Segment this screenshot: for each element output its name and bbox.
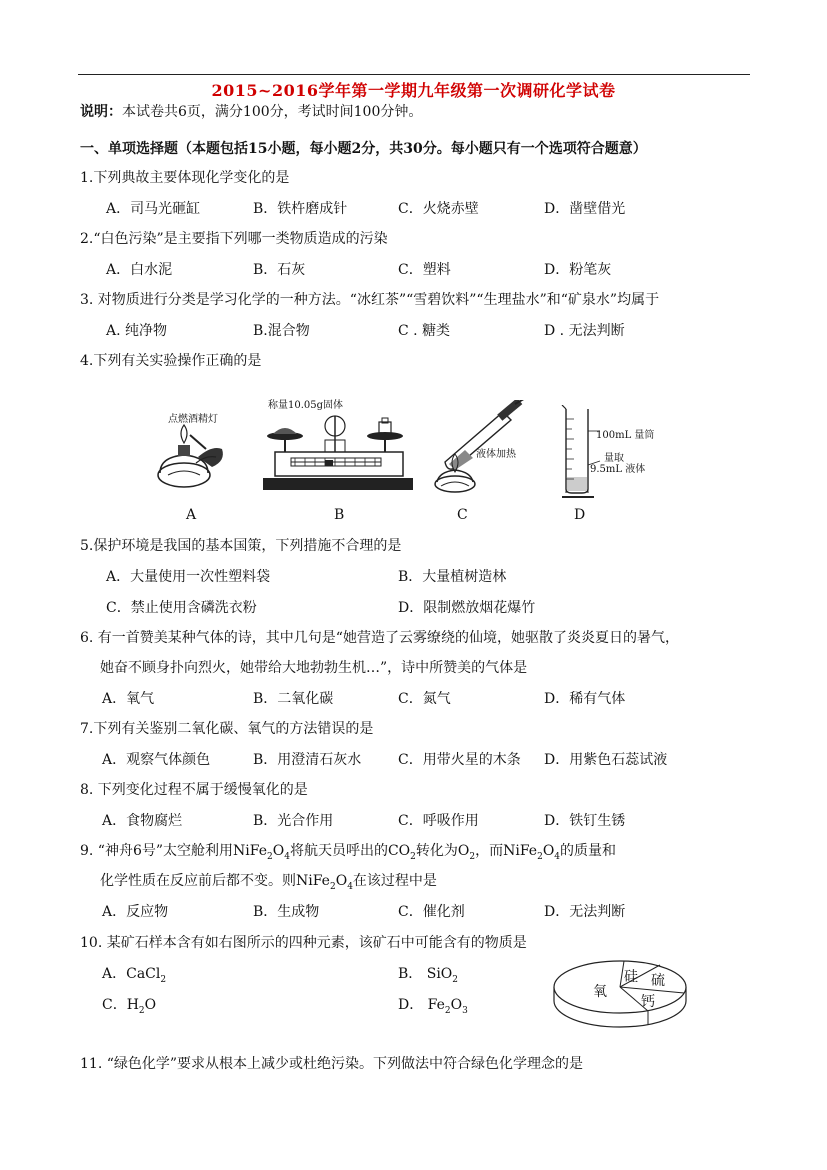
q9-stem-line2 (100, 870, 437, 892)
q9-text-2: O (272, 843, 285, 859)
q9-text-6: O (542, 843, 555, 859)
instructions-text: 本试卷共6页，满分100分，考试时间100分钟。 (122, 104, 423, 120)
q6-option-a: A．氧气 (102, 691, 155, 707)
q6-option-b: B．二氧化碳 (253, 691, 334, 707)
fig-b-caption: 称量10.05g固体 (268, 400, 344, 411)
q7-option-a: A．观察气体颜色 (102, 752, 211, 768)
q3-option-d: D . 无法判断 (544, 323, 625, 339)
q9-text-8: 化学性质在反应前后都不变。则NiFe (100, 873, 330, 889)
q9-option-a: A．反应物 (102, 904, 169, 920)
q10-option-b-sub: 2 (452, 974, 459, 985)
q10-option-a-sub: 2 (160, 974, 167, 985)
q5-option-c: C．禁止使用含磷洗衣粉 (106, 600, 257, 616)
pie-label-silicon: 硅 (624, 969, 638, 985)
q3-option-b: B.混合物 (253, 323, 310, 339)
q10-option-d-sub-1: 2 (444, 1005, 451, 1016)
fig-letter-c: C (457, 507, 468, 523)
q9-sub-2: 4 (284, 851, 290, 862)
q2-option-d: D．粉笔灰 (544, 262, 612, 278)
q9-text-7: 的质量和 (560, 843, 617, 859)
q10-option-d-text: D． Fe (398, 997, 445, 1013)
q3-option-c: C . 糖类 (398, 323, 451, 339)
q6-option-c: C．氮气 (398, 691, 451, 707)
pie-label-sulfur: 硫 (651, 973, 665, 989)
q5-stem: 5.保护环境是我国的基本国策，下列措施不合理的是 (80, 538, 402, 554)
q9-sub-6: 4 (554, 851, 561, 862)
q10-option-b-text: B． SiO (398, 966, 453, 982)
q1-option-b: B．铁杵磨成针 (253, 201, 348, 217)
q4-stem: 4.下列有关实验操作正确的是 (80, 353, 262, 369)
q10-option-a-text: A．CaCl (102, 966, 161, 982)
q8-option-d: D．铁钉生锈 (544, 813, 626, 829)
q7-option-b: B．用澄清石灰水 (253, 752, 362, 768)
q2-option-c: C．塑料 (398, 262, 451, 278)
q9-sub-1: 2 (267, 851, 273, 862)
q9-sub-7: 2 (329, 881, 336, 892)
q10-option-c (102, 994, 156, 1016)
q5-option-b: B．大量植树造林 (398, 569, 507, 585)
q9-text-4: 转化为O (415, 843, 470, 859)
q8-stem: 8. 下列变化过程不属于缓慢氧化的是 (80, 782, 308, 798)
q1-option-c: C．火烧赤壁 (398, 201, 479, 217)
q9-option-b: B．生成物 (253, 904, 320, 920)
q7-option-c: C．用带火星的木条 (398, 752, 521, 768)
q10-option-c-text: C．H (102, 997, 139, 1013)
q9-text-5: ，而NiFe (475, 843, 538, 859)
q2-option-a: A．白水泥 (106, 262, 173, 278)
instructions-label: 说明： (80, 104, 122, 120)
q10-option-c-text-2: O (144, 997, 157, 1013)
q7-option-d: D．用紫色石蕊试液 (544, 752, 668, 768)
q10-option-b (398, 963, 458, 985)
q9-text-1: 9. “神舟6号”太空舱利用NiFe (80, 843, 267, 859)
q3-option-a: A. 纯净物 (106, 323, 168, 339)
q9-text-10: 在该过程中是 (352, 873, 437, 889)
q8-option-a: A．食物腐烂 (102, 813, 183, 829)
fig-d-caption-2: 量取 (604, 453, 624, 464)
q9-option-d: D．无法判断 (544, 904, 626, 920)
q10-option-d-sub-2: 3 (462, 1005, 468, 1016)
balance-weighing-figure (255, 400, 415, 495)
q9-stem-line1 (80, 840, 616, 862)
q1-option-a: A．司马光砸缸 (106, 201, 201, 217)
element-pie-figure (550, 955, 690, 1035)
q9-sub-3: 2 (410, 851, 416, 862)
q5-option-a: A．大量使用一次性塑料袋 (106, 569, 271, 585)
q10-stem: 10. 某矿石样本含有如右图所示的四种元素，该矿石中可能含有的物质是 (80, 935, 527, 951)
q6-option-d: D．稀有气体 (544, 691, 626, 707)
q5-option-d: D．限制燃放烟花爆竹 (398, 600, 536, 616)
q10-option-a (102, 963, 166, 985)
fig-letter-b: B (334, 507, 345, 523)
q1-option-d: D．凿壁借光 (544, 201, 626, 217)
q9-text-9: O (335, 873, 348, 889)
q9-sub-8: 4 (347, 881, 353, 892)
q8-option-c: C．呼吸作用 (398, 813, 479, 829)
q9-option-c: C．催化剂 (398, 904, 465, 920)
q11-stem: 11. “绿色化学”要求从根本上减少或杜绝污染。下列做法中符合绿色化学理念的是 (80, 1056, 584, 1072)
instructions (80, 101, 422, 121)
q6-stem-line2: 她奋不顾身扑向烈火，她带给大地勃勃生机…”，诗中所赞美的气体是 (100, 660, 528, 676)
q2-stem: 2.“白色污染”是主要指下列哪一类物质造成的污染 (80, 231, 388, 247)
fig-c-caption: 液体加热 (476, 449, 516, 460)
q9-text-3: 将航天员呼出的CO (289, 843, 411, 859)
q7-stem: 7.下列有关鉴别二氧化碳、氧气的方法错误的是 (80, 721, 374, 737)
fig-a-caption: 点燃酒精灯 (168, 414, 218, 425)
q9-sub-5: 2 (537, 851, 543, 862)
q10-option-c-sub: 2 (138, 1005, 145, 1016)
q8-option-b: B．光合作用 (253, 813, 334, 829)
q6-stem-line1: 6. 有一首赞美某种气体的诗，其中几句是“她营造了云雾缭绕的仙境，她驱散了炎炎夏日的暑气， (80, 630, 679, 646)
q9-sub-4: 2 (469, 851, 476, 862)
page-title: 2015~2016学年第一学期九年级第一次调研化学试卷 (211, 81, 616, 100)
header-rule (78, 74, 750, 75)
q10-option-d (398, 994, 468, 1016)
pie-label-calcium: 钙 (641, 994, 655, 1010)
q1-stem: 1.下列典故主要体现化学变化的是 (80, 170, 290, 186)
pie-label-oxygen: 氧 (593, 984, 607, 1000)
section-heading: 一、单项选择题（本题包括15小题，每小题2分，共30分。每小题只有一个选项符合题意） (80, 141, 647, 157)
fig-d-caption-3: 9.5mL 液体 (590, 464, 646, 475)
q3-stem: 3. 对物质进行分类是学习化学的一种方法。“冰红茶”“雪碧饮料”“生理盐水”和“矿泉水”均属于 (80, 292, 660, 308)
fig-letter-d: D (574, 507, 586, 523)
fig-d-caption-1: 100mL 量筒 (596, 430, 655, 441)
fig-letter-a: A (186, 507, 197, 523)
q2-option-b: B．石灰 (253, 262, 306, 278)
q10-option-d-text-2: O (450, 997, 463, 1013)
